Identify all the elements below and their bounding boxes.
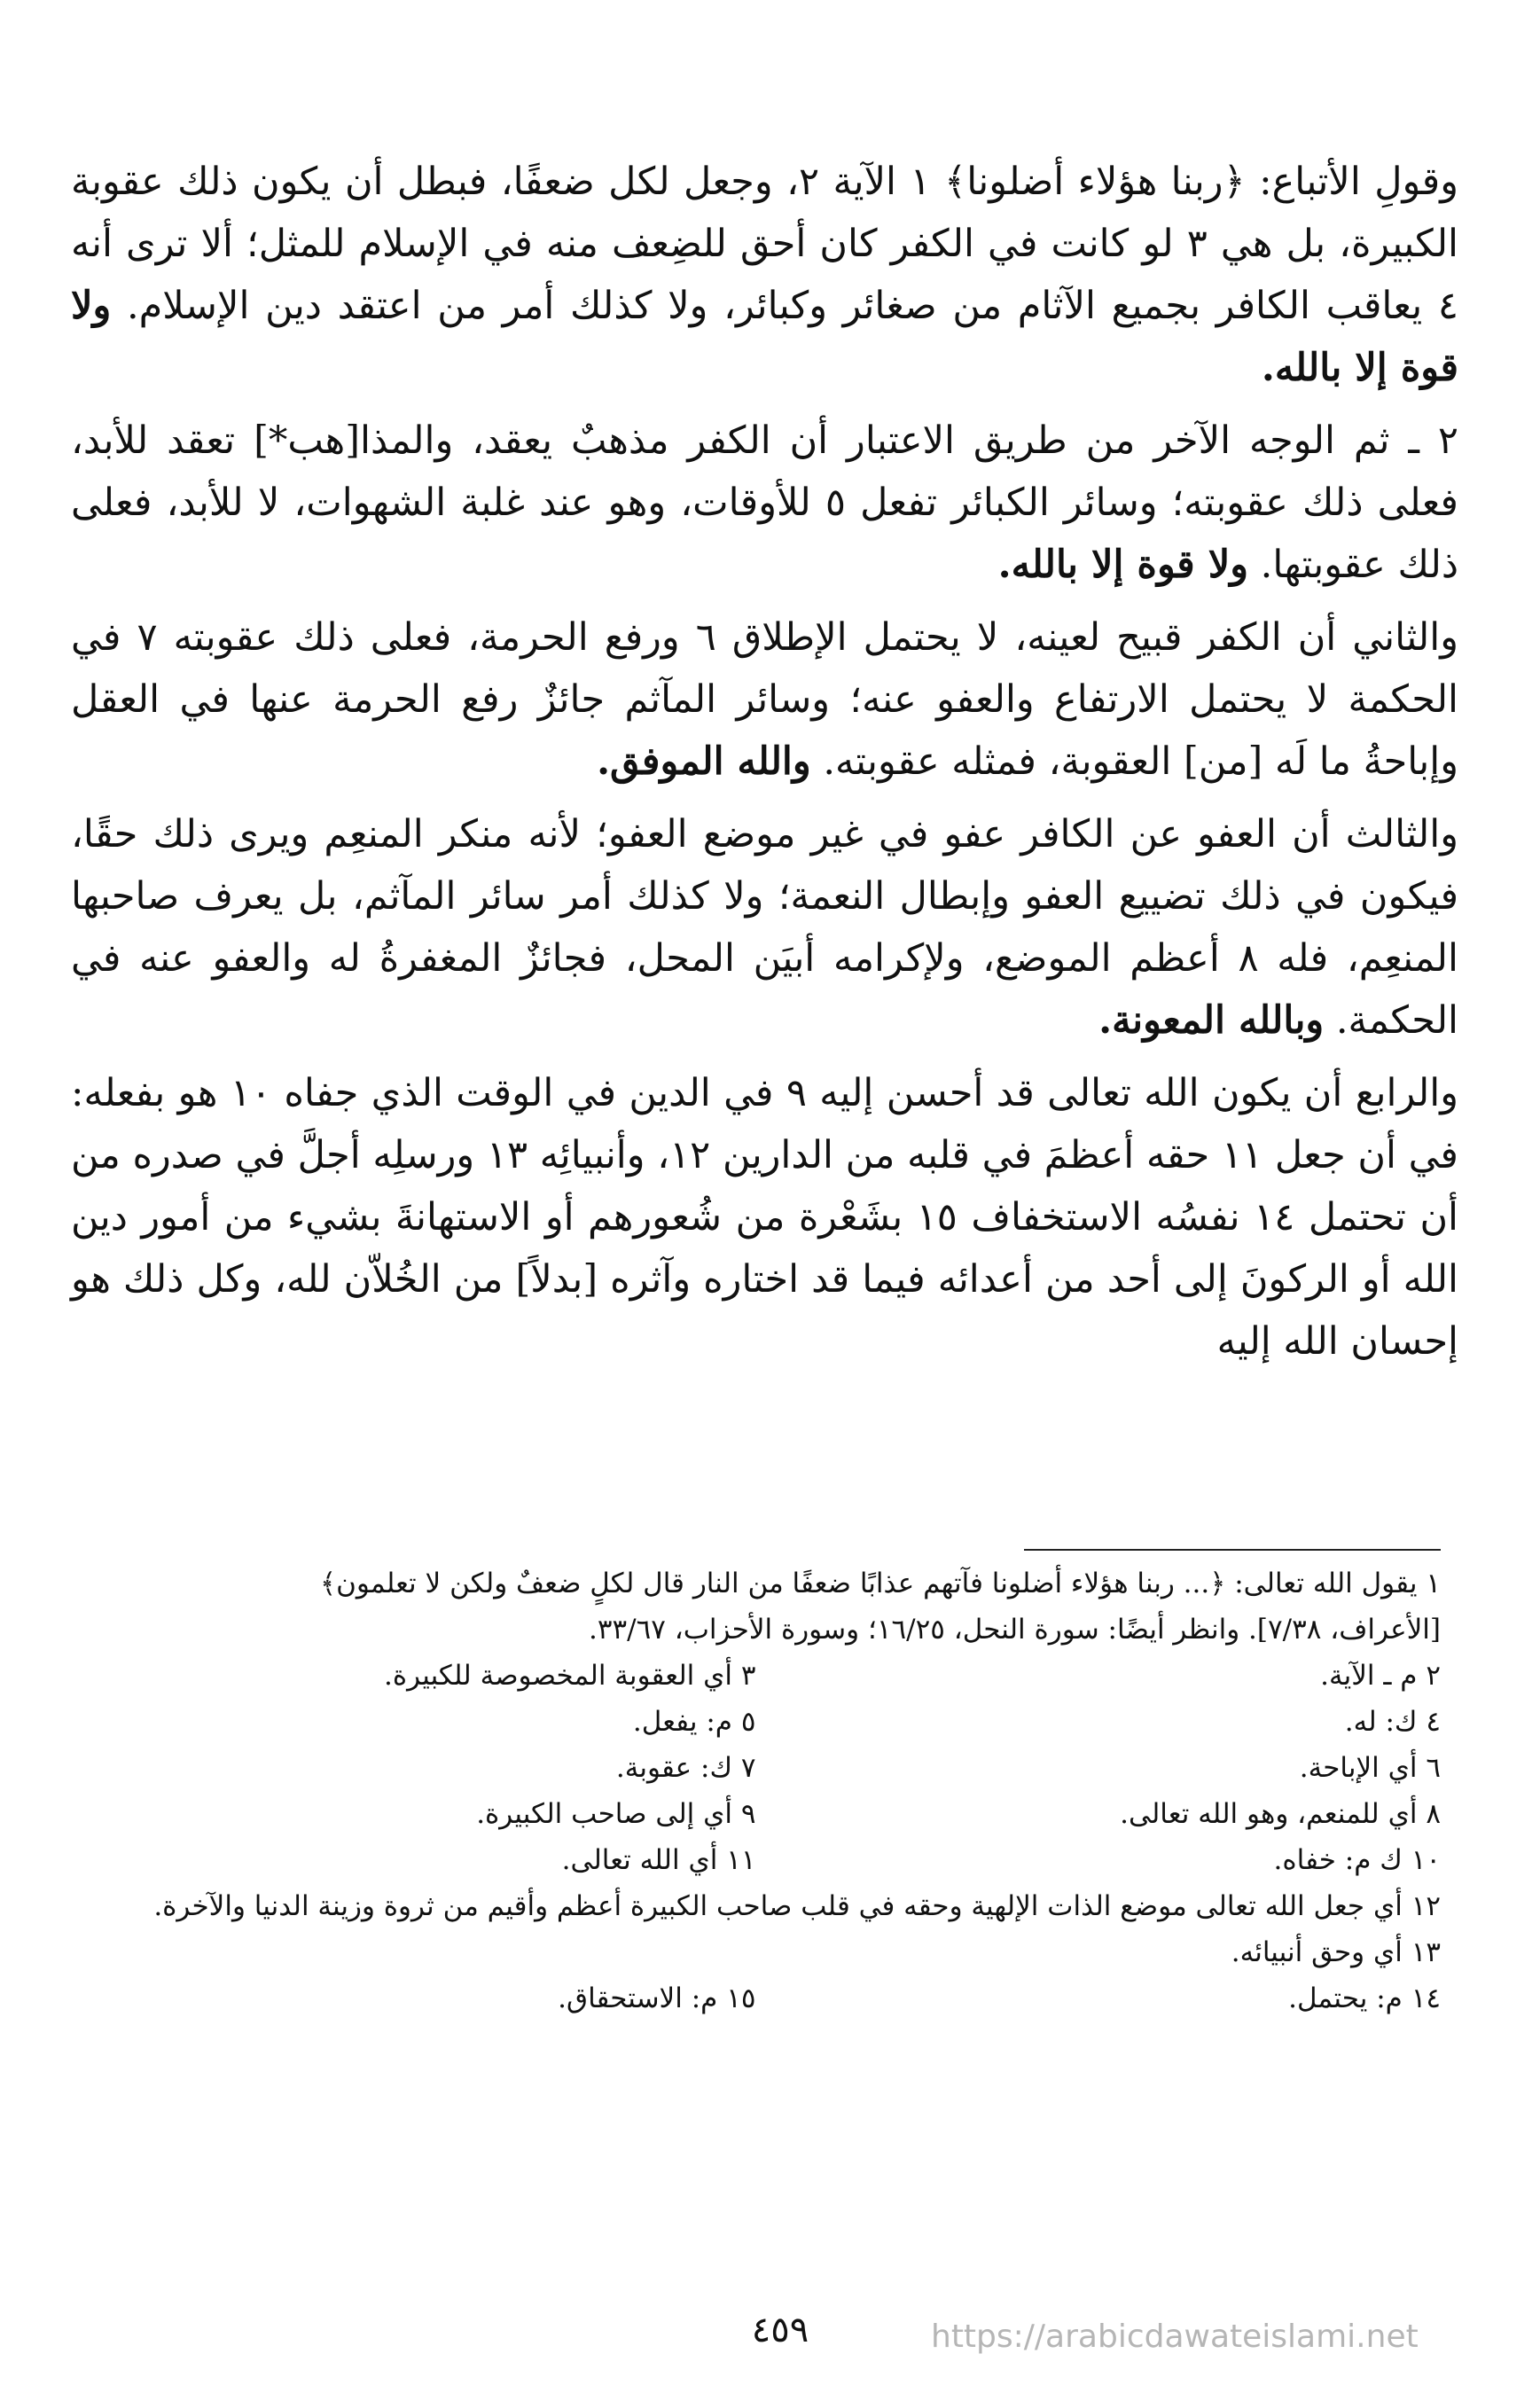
paragraph-text: ٢ ـ ثم الوجه الآخر من طريق الاعتبار أن الكفر مذهبٌ يعقد، والمذا[هب*] تعقد للأبد، فعلى ذلك عقوبته؛ وسائر الكبائر تفعل ٥ للأوقات، وهو عند غلبة الشهوات، لا للأبد، فعلى ذلك عقوبتها.	[71, 418, 1458, 587]
paragraph-text: وقولِ الأتباع: ﴿ربنا هؤلاء أضلونا﴾ ١ الآية ٢، وجعل لكل ضعفًا، فبطل أن يكون ذلك عقوبة الكبيرة، بل هي ٣ لو كانت في الكفر كان أحق للضِعف منه في الإسلام للمثل؛ ألا ترى أنه ٤ يعاقب الكافر بجميع الآثام من صغائر وكبائر، ولا كذلك أمر من اعتقد دين الإسلام.	[71, 160, 1459, 328]
footnote-6: ٦ أي الإباحة.	[1299, 1752, 1441, 1784]
footnote-15: ١٥ م: الاستحقاق.	[558, 1982, 756, 2014]
paragraph-text: والثاني أن الكفر قبيح لعينه، لا يحتمل الإطلاق ٦ ورفع الحرمة، فعلى ذلك عقوبته ٧ في الحكمة لا يحتمل الارتفاع والعفو عنه؛ وسائر المآثم جائزٌ رفع الحرمة عنها في العقل وإباحةُ ما لَه [من] العقوبة، فمثله عقوبته.	[71, 615, 1458, 784]
footnotes	[71, 1560, 1441, 2021]
footnote-row	[71, 1745, 1441, 1791]
footnote-1-line-2: [الأعراف، ٧/٣٨]. وانظر أيضًا: سورة النحل، ١٦/٢٥؛ وسورة الأحزاب، ٣٣/٦٧.	[588, 1614, 1441, 1646]
footnote-9: ٩ أي إلى صاحب الكبيرة.	[476, 1798, 756, 1830]
footnote-row	[71, 1791, 1441, 1837]
footnote-row	[71, 1975, 1441, 2021]
paragraph-text: والثالث أن العفو عن الكافر عفو في غير موضع العفو؛ لأنه منكر المنعِم ويرى ذلك حقًا، فيكون في ذلك تضييع العفو وإبطال النعمة؛ ولا كذلك أمر سائر المآثم، بل يعرف صاحبها المنعِم، فله ٨ أعظم الموضع، ولإكرامه أبيَن المحل، فجائزٌ المغفرةُ له والعفو عنه في الحكمة.	[71, 812, 1458, 1043]
paragraph-closing: وبالله المعونة.	[1098, 998, 1325, 1043]
paragraph-5	[71, 1062, 1458, 1372]
footnote-8: ٨ أي للمنعم، وهو الله تعالى.	[1120, 1798, 1441, 1830]
page-number: ٤٥٩	[751, 2310, 809, 2350]
paragraph-text: والرابع أن يكون الله تعالى قد أحسن إليه ٩ في الدين في الوقت الذي جفاه ١٠ هو بفعله: في أن جعل ١١ حقه أعظمَ في قلبه من الدارين ١٢، وأنبيائِه ١٣ ورسلِه أجلَّ في صدره من أن تحتمل ١٤ نفسُه الاستخفاف ١٥ بشَعْرة من شُعورهم أو الاستهانةَ بشيء من أمور دين الله أو الركونَ إلى أحد من أعدائه فيما قد اختاره وآثره [بدلاً] من الخُلاّن لله، وكل ذلك هو إحسان الله إليه	[71, 1071, 1459, 1364]
paragraph-closing: ولا قوة إلا بالله.	[71, 284, 1458, 390]
footnote-3: ٣ أي العقوبة المخصوصة للكبيرة.	[384, 1660, 756, 1692]
footnote-5: ٥ م: يفعل.	[632, 1706, 756, 1738]
paragraph-3	[71, 606, 1458, 793]
footnote-4: ٤ ك: له.	[1344, 1706, 1441, 1738]
paragraph-1	[71, 151, 1458, 399]
footnote-separator	[1024, 1549, 1441, 1551]
footnote-1-line-1: ١ يقول الله تعالى: ﴿... ربنا هؤلاء أضلونا فآتهم عذابًا ضعفًا من النار قال لكلٍ ضعفٌ ولكن لا تعلمون﴾	[319, 1568, 1441, 1599]
paragraph-closing: ولا قوة إلا بالله.	[997, 543, 1248, 587]
footnote-12: ١٢ أي جعل الله تعالى موضع الذات الإلهية وحقه في قلب صاحب الكبيرة أعظم وأقيم من ثروة وزينة الدنيا والآخرة.	[153, 1890, 1441, 1922]
paragraph-closing: والله الموفق.	[597, 739, 811, 784]
footnote-row	[71, 1837, 1441, 1883]
footnote-10: ١٠ ك م: خفاه.	[1273, 1844, 1441, 1876]
footnote-13: ١٣ أي وحق أنبيائه.	[1231, 1936, 1441, 1968]
footnote-14: ١٤ م: يحتمل.	[1288, 1982, 1441, 2014]
footnote-7: ٧ ك: عقوبة.	[615, 1752, 756, 1784]
paragraph-4	[71, 803, 1458, 1052]
watermark-url: https://arabicdawateislami.net	[931, 2319, 1419, 2355]
footnote-row	[71, 1699, 1441, 1745]
footnote-row	[71, 1653, 1441, 1699]
main-text	[71, 151, 1458, 1383]
paragraph-2	[71, 410, 1458, 596]
footnote-2: ٢ م ـ الآية.	[1320, 1660, 1441, 1692]
footnote-11: ١١ أي الله تعالى.	[561, 1844, 756, 1876]
